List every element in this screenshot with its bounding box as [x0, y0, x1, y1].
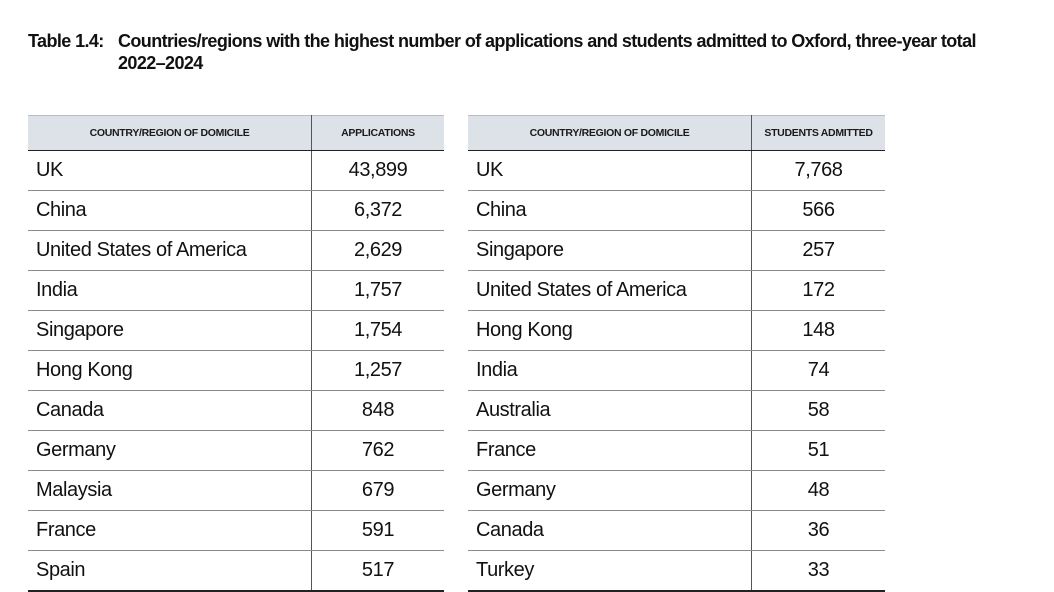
value-cell: 679	[312, 471, 445, 511]
value-cell: 36	[752, 511, 886, 551]
value-cell: 1,754	[312, 311, 445, 351]
country-cell: France	[468, 431, 752, 471]
table-title-line1: Countries/regions with the highest number of applications and students admitted to Oxford, three-year total	[118, 31, 976, 51]
table-row	[468, 431, 885, 471]
table-row	[28, 151, 444, 191]
country-cell: United States of America	[28, 231, 312, 271]
table-row	[468, 191, 885, 231]
students-admitted-table	[468, 115, 885, 592]
applications-table	[28, 115, 444, 592]
value-cell: 566	[752, 191, 886, 231]
country-cell: China	[28, 191, 312, 231]
value-cell: 43,899	[312, 151, 445, 191]
value-cell: 148	[752, 311, 886, 351]
country-cell: Hong Kong	[468, 311, 752, 351]
country-cell: France	[28, 511, 312, 551]
country-cell: Germany	[468, 471, 752, 511]
value-cell: 58	[752, 391, 886, 431]
applications-header-row	[28, 116, 444, 151]
country-cell: Canada	[28, 391, 312, 431]
table-row	[468, 471, 885, 511]
country-cell: UK	[468, 151, 752, 191]
table-row	[28, 191, 444, 231]
table-row	[468, 351, 885, 391]
table-row	[28, 391, 444, 431]
value-cell: 51	[752, 431, 886, 471]
country-cell: Singapore	[468, 231, 752, 271]
table-row	[468, 391, 885, 431]
value-cell: 74	[752, 351, 886, 391]
value-cell: 257	[752, 231, 886, 271]
admitted-header-row	[468, 116, 885, 151]
table-row	[28, 351, 444, 391]
table-row	[468, 311, 885, 351]
country-cell: Singapore	[28, 311, 312, 351]
value-cell: 7,768	[752, 151, 886, 191]
value-cell: 172	[752, 271, 886, 311]
country-cell: Malaysia	[28, 471, 312, 511]
table-number: Table 1.4:	[28, 31, 104, 51]
country-column-header: COUNTRY/REGION OF DOMICILE	[468, 116, 752, 151]
table-row	[468, 271, 885, 311]
country-cell: Hong Kong	[28, 351, 312, 391]
students-admitted-column-header: STUDENTS ADMITTED	[752, 116, 886, 151]
country-cell: Australia	[468, 391, 752, 431]
value-cell: 48	[752, 471, 886, 511]
country-cell: Turkey	[468, 551, 752, 592]
value-cell: 6,372	[312, 191, 445, 231]
country-cell: Germany	[28, 431, 312, 471]
table-row	[28, 511, 444, 551]
table-row	[28, 311, 444, 351]
value-cell: 2,629	[312, 231, 445, 271]
country-cell: India	[28, 271, 312, 311]
table-caption	[28, 30, 1048, 74]
value-cell: 762	[312, 431, 445, 471]
table-row	[28, 231, 444, 271]
country-column-header: COUNTRY/REGION OF DOMICILE	[28, 116, 312, 151]
country-cell: India	[468, 351, 752, 391]
country-cell: China	[468, 191, 752, 231]
value-cell: 848	[312, 391, 445, 431]
table-row	[28, 271, 444, 311]
value-cell: 591	[312, 511, 445, 551]
table-row	[468, 151, 885, 191]
value-cell: 33	[752, 551, 886, 592]
table-row	[28, 471, 444, 511]
table-row	[468, 511, 885, 551]
table-row	[28, 431, 444, 471]
value-cell: 517	[312, 551, 445, 592]
applications-column-header: APPLICATIONS	[312, 116, 445, 151]
country-cell: United States of America	[468, 271, 752, 311]
value-cell: 1,757	[312, 271, 445, 311]
country-cell: Canada	[468, 511, 752, 551]
table-title-line2: 2022–2024	[118, 53, 203, 73]
country-cell: UK	[28, 151, 312, 191]
table-row	[468, 231, 885, 271]
value-cell: 1,257	[312, 351, 445, 391]
country-cell: Spain	[28, 551, 312, 592]
